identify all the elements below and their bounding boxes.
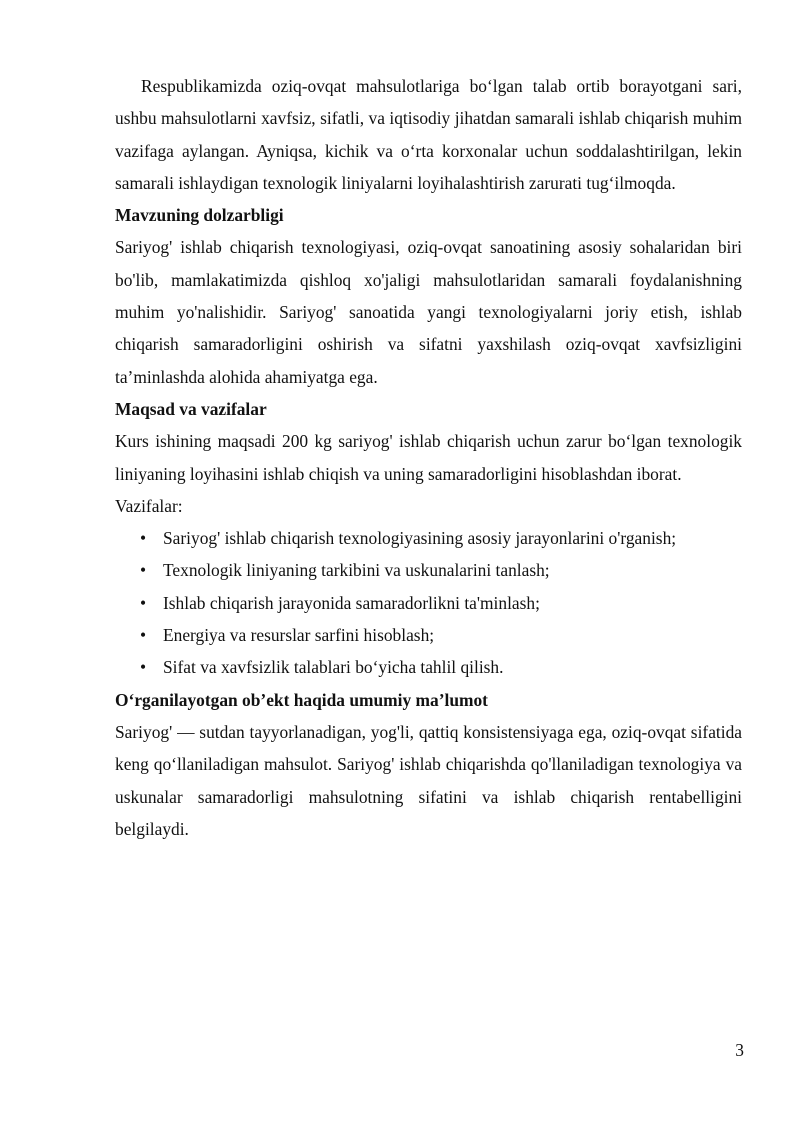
- object-heading: O‘rganilayotgan ob’ekt haqida umumiy ma’lumot: [115, 689, 488, 710]
- task-text: Texnologik liniyaning tarkibini va uskunalarini tanlash;: [163, 560, 550, 581]
- bullet-icon: •: [140, 657, 147, 678]
- list-item: [115, 587, 742, 619]
- list-item: [115, 651, 742, 683]
- task-text: Sifat va xavfsizlik talablari bo‘yicha tahlil qilish.: [163, 657, 504, 678]
- intro-paragraph: Respublikamizda oziq-ovqat mahsulotlariga bo‘lgan talab ortib borayotgani sari, ushbu mahsulotlarni xavfsiz, sifatli, va iqtisodiy jihatdan samarali ishlab chiqarish muhim vazifaga aylangan. Ayniqsa, kichik va o‘rta korxonalar uchun soddalashtirilgan, lekin samarali ishlaydigan texnologik liniyalarni loyihalashtirish zarurati tug‘ilmoqda.: [115, 76, 742, 193]
- document-page: [115, 70, 742, 845]
- task-text: Ishlab chiqarish jarayonida samaradorlikni ta'minlash;: [163, 592, 540, 613]
- relevance-heading: Mavzuning dolzarbligi: [115, 205, 284, 226]
- tasks-list: [115, 522, 742, 683]
- task-text: Energiya va resurslar sarfini hisoblash;: [163, 625, 435, 646]
- bullet-icon: •: [140, 560, 147, 581]
- page-number: 3: [735, 1040, 744, 1060]
- goals-paragraph: Kurs ishining maqsadi 200 kg sariyog' ishlab chiqarish uchun zarur bo‘lgan texnologik liniyaning loyihasini ishlab chiqish va uning samaradorligini hisoblashdan iborat.: [115, 431, 742, 484]
- tasks-label: Vazifalar:: [115, 495, 183, 516]
- bullet-icon: •: [140, 592, 147, 613]
- object-paragraph: Sariyog' — sutdan tayyorlanadigan, yog'li, qattiq konsistensiyaga ega, oziq-ovqat sifatida keng qo‘llaniladigan mahsulot. Sariyog' ishlab chiqarishda qo'llaniladigan texnologiya va uskunalar samaradorligi mahsulotning sifatini va ishlab chiqarish rentabelligini belgilaydi.: [115, 721, 742, 839]
- relevance-paragraph: Sariyog' ishlab chiqarish texnologiyasi, oziq-ovqat sanoatining asosiy sohalaridan biri bo'lib, mamlakatimizda qishloq xo'jaligi mahsulotlaridan samarali foydalanishning muhim yo'nalishidir. Sariyog' sanoatida yangi texnologiyalarni joriy etish, ishlab chiqarish samaradorligini oshirish va sifatni yaxshilash oziq-ovqat xavfsizligini ta’minlashda alohida ahamiyatga ega.: [115, 237, 742, 387]
- bullet-icon: •: [140, 625, 147, 646]
- bullet-icon: •: [140, 528, 147, 549]
- list-item: [115, 522, 742, 554]
- task-text: Sariyog' ishlab chiqarish texnologiyasining asosiy jarayonlarini o'rganish;: [163, 528, 677, 549]
- goals-heading: Maqsad va vazifalar: [115, 398, 267, 419]
- list-item: [115, 619, 742, 651]
- list-item: [115, 554, 742, 586]
